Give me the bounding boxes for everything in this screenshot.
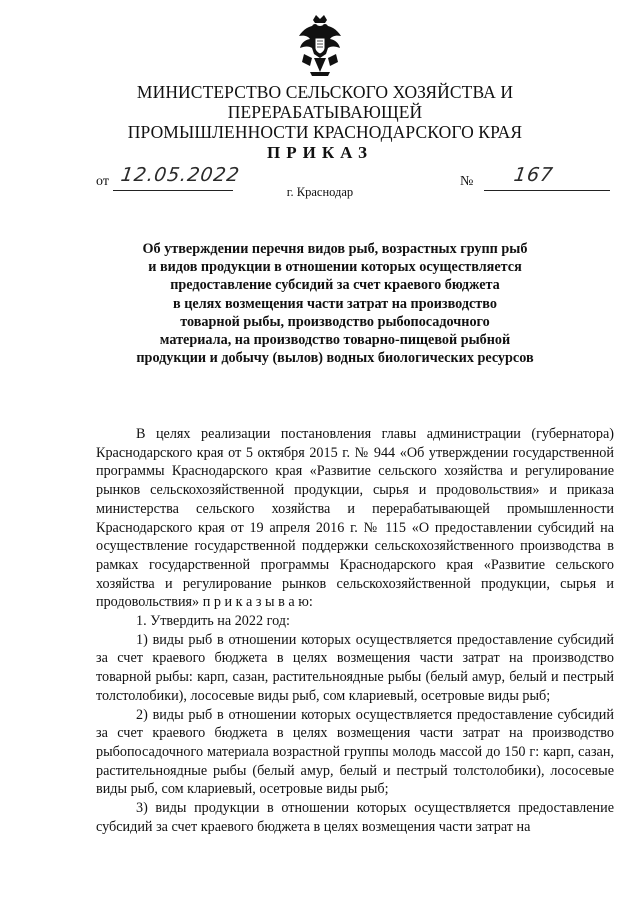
body-paragraph: 1. Утвердить на 2022 год: — [136, 613, 290, 630]
ministry-line-2: ПРОМЫШЛЕННОСТИ КРАСНОДАРСКОГО КРАЯ — [127, 122, 523, 142]
coat-of-arms-icon — [296, 14, 344, 78]
heading-line: товарной рыбы, производство рыбопосадочного — [180, 313, 490, 330]
handwritten-number: 167 — [512, 164, 555, 186]
heading-line: предоставление субсидий за счет краевого бюджета — [170, 277, 500, 294]
document-body — [96, 425, 614, 836]
city: г. Краснодар — [286, 185, 354, 199]
heading-line: Об утверждении перечня видов рыб, возрастных групп рыб — [142, 241, 528, 257]
body-paragraph: В целях реализации постановления главы администрации (губернатора) Краснодарского края от 5 октября 2015 г. № 944 «Об утверждении государственной программы Краснодарского края «Развитие сельского хозяйства и регулирование рынков сельскохозяйственной продукции, сырья и продовольствия» и приказа министерства сельского хозяйства и перерабатывающей промышленности Краснодарского края от 19 апреля 2016 г. № 115 «О предоставлении субсидий на осуществление государственной поддержки сельскохозяйственного производства в рамках государственной программы Краснодарского края «Развитие сельского хозяйства и регулирование рынков сельскохозяйственной продукции, сырья и продовольствия» п р и к а з ы в а ю: — [96, 426, 614, 611]
heading-line: продукции и добычу (вылов) водных биологических ресурсов — [136, 350, 534, 367]
body-paragraph: 2) виды рыб в отношении которых осуществляется предоставление субсидий за счет краевого бюджета в целях возмещения части затрат на производство рыбопосадочного материала возрастной группы молодь массой до 150 г: карп, сазан, растительноядные рыбы (белый амур, белый и пестрый толстолобики), лососевые виды рыб, сом клариевый, осетровые виды рыб; — [96, 706, 614, 798]
heading-line: в целях возмещения части затрат на производство — [173, 295, 497, 312]
ministry-line-1: МИНИСТЕРСТВО СЕЛЬСКОГО ХОЗЯЙСТВА И ПЕРЕРАБАТЫВАЮЩЕЙ — [136, 82, 514, 122]
heading-line: и видов продукции в отношении которых осуществляется — [148, 259, 522, 276]
heading-line: материала, на производство товарно-пищевой рыбной — [159, 332, 511, 349]
handwritten-date: 12.05.2022 — [119, 164, 242, 186]
ministry-name — [60, 82, 590, 142]
document-heading — [100, 240, 570, 367]
date-label: от — [96, 174, 109, 189]
body-paragraph: 1) виды рыб в отношении которых осуществляется предоставление субсидий за счет краевого бюджета в целях возмещения части затрат на производство товарной рыбы: карп, сазан, растительноядные рыбы (белый амур, белый и пестрый толстолобики), лососевые виды рыб, сом клариевый, осетровые виды рыб; — [96, 631, 614, 704]
body-paragraph: 3) виды продукции в отношении которых осуществляется предоставление субсидий за счет краевого бюджета в целях возмещения части затрат на — [96, 800, 614, 835]
doc-type-title: ПРИКАЗ — [267, 143, 373, 162]
number-label: № — [460, 174, 474, 189]
